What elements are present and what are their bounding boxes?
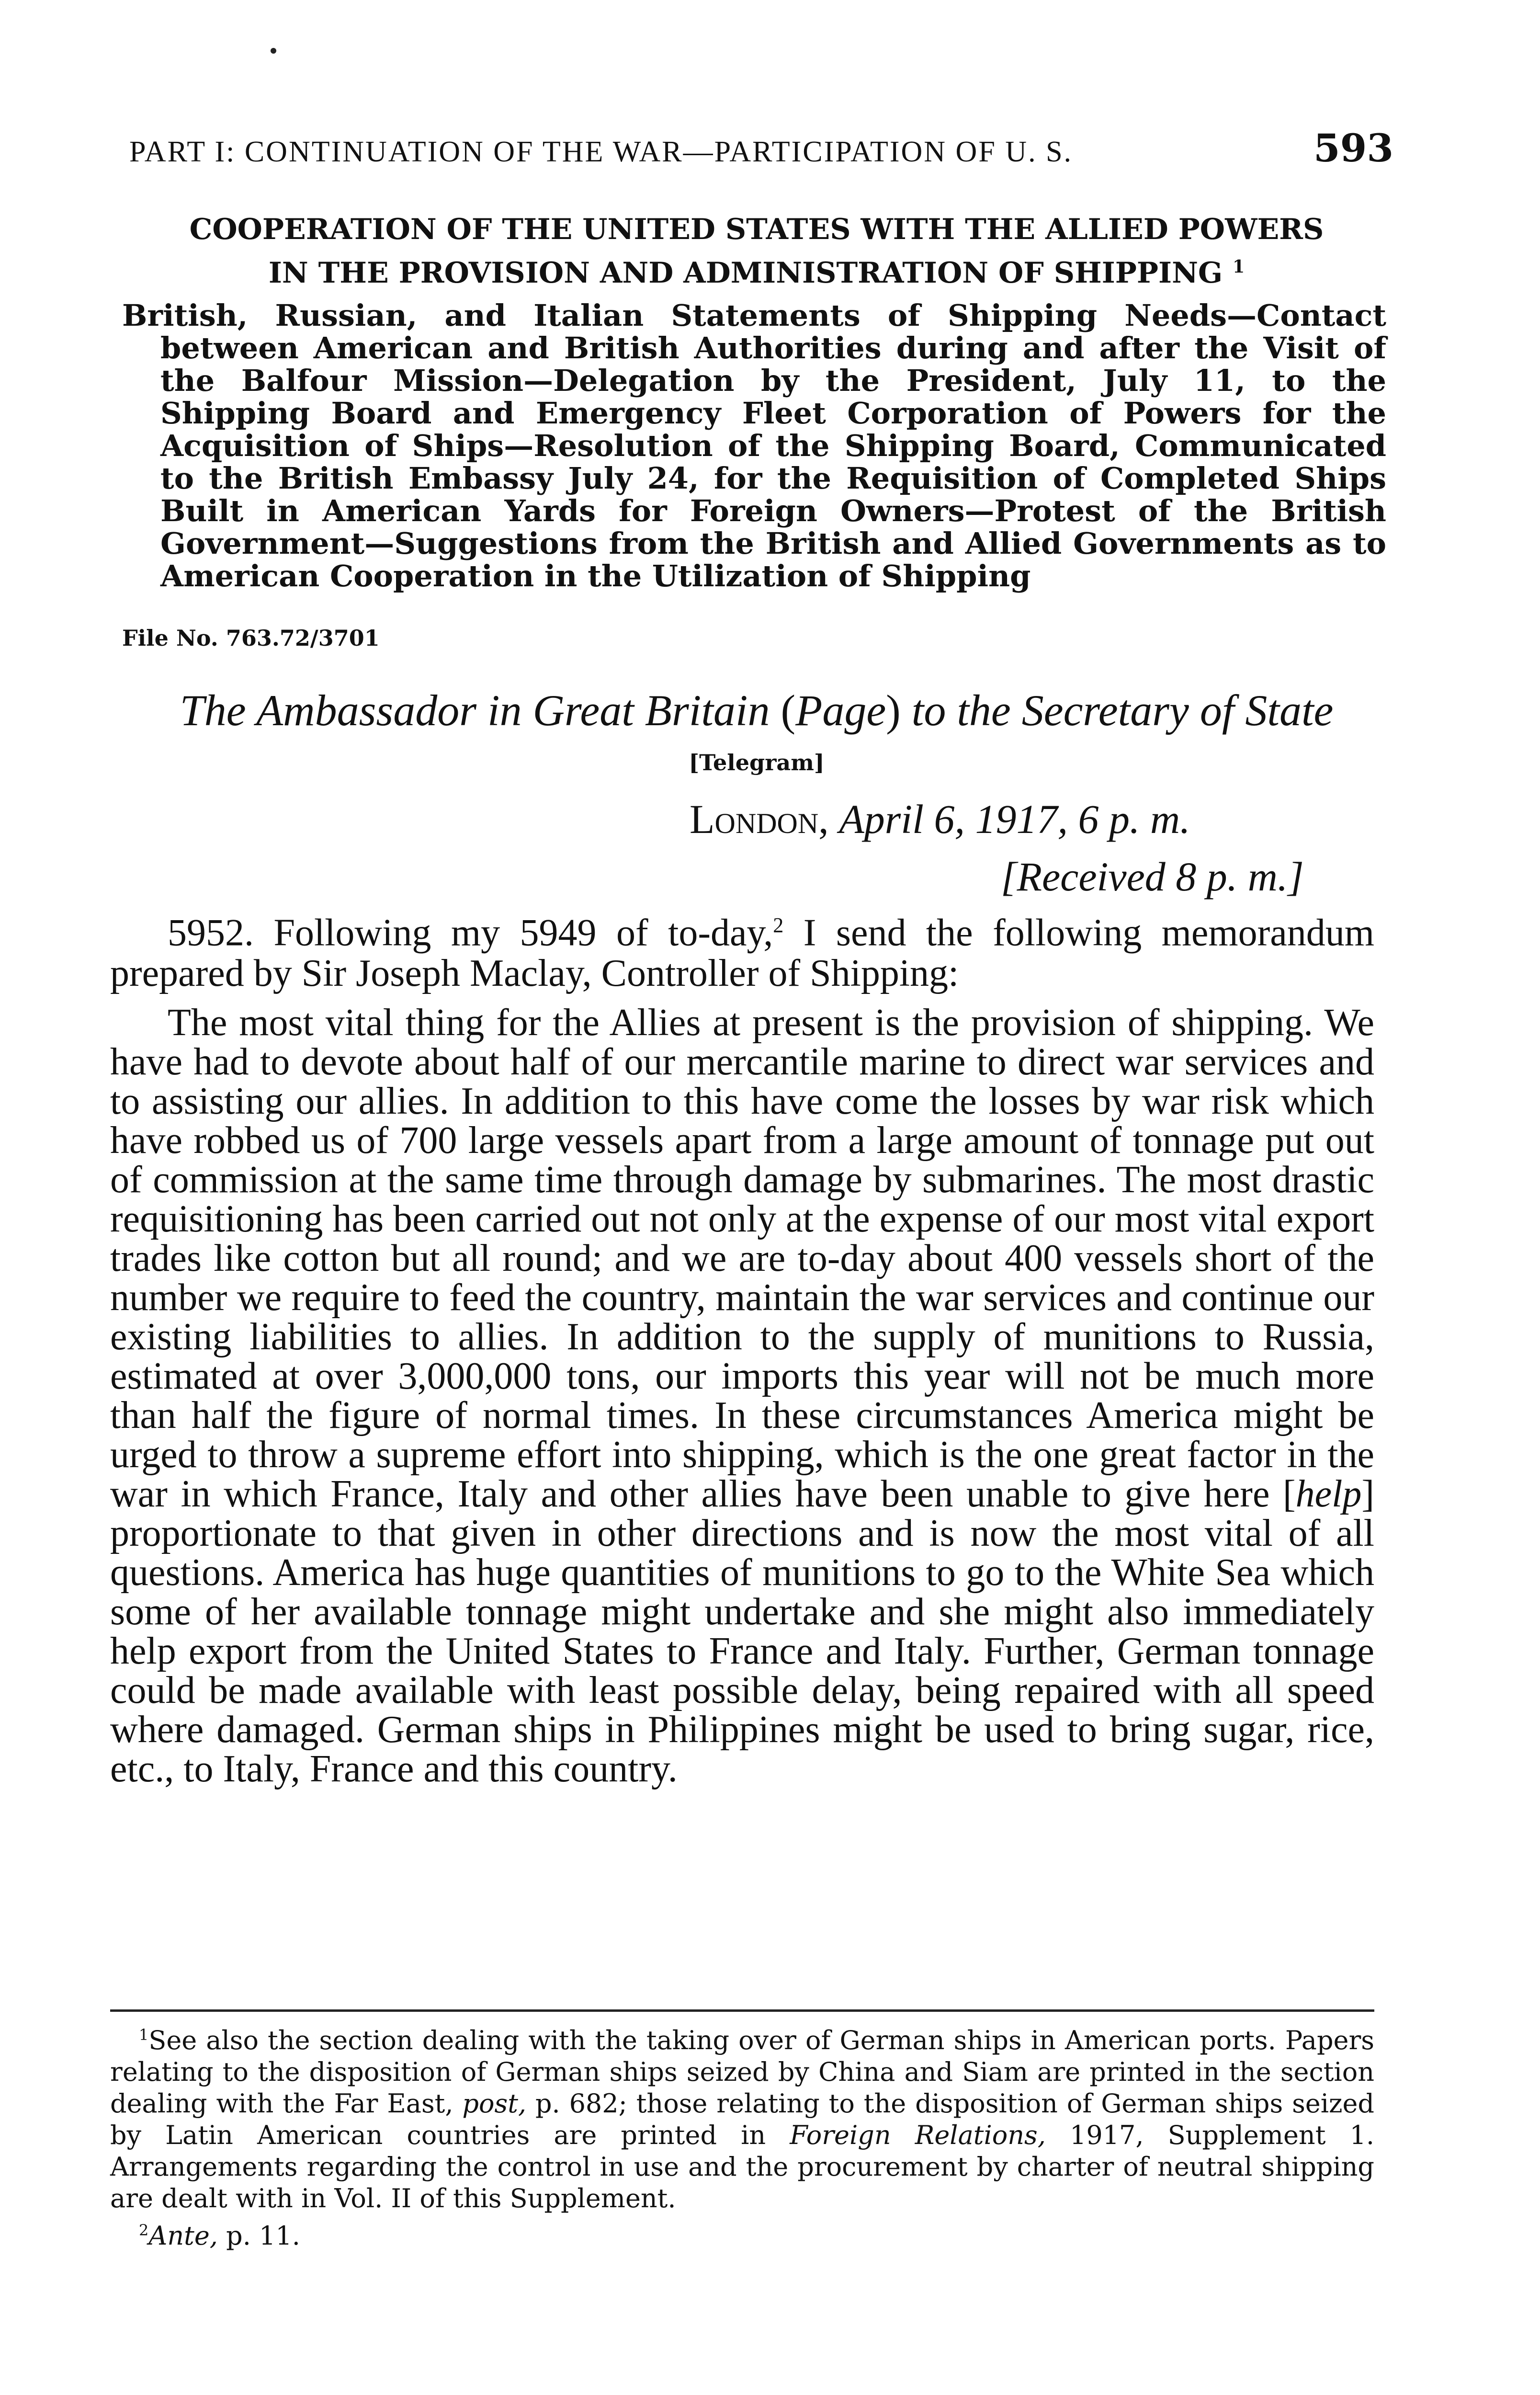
document-title-recipient: to the Secretary of State (911, 686, 1334, 735)
document-type: [Telegram] (689, 750, 825, 776)
dateline (690, 795, 1190, 843)
running-head (129, 125, 1393, 171)
page-number: 593 (1314, 125, 1393, 171)
telegram-body (110, 905, 1374, 1789)
footnote-1: $^1$See also the section dealing with the taking over of German ships in American ports. Papers relating to the disposition of German ships seized by China and Siam are printed in the section dealing with the Far East, post, p. 682; those relating to the disposition of German ships seized by Latin American countries are printed in Foreign Relations, 1917, Supplement 1. Arrangements regarding the control in use and the procurement by charter of neutral shipping are dealt with in Vol. II of this Supplement. (110, 2025, 1375, 2213)
footnotes (110, 2019, 1374, 2252)
intro-paragraph: 5952. Following my 5949 of to-day,$^2$ I send the following memorandum prepared by Sir Joseph Maclay, Controller of Shipping: (110, 912, 1374, 994)
file-number: File No. 763.72/3701 (122, 625, 380, 651)
footnote-ref-1: 1 (1233, 257, 1245, 277)
section-title (120, 211, 1393, 292)
document-title (120, 685, 1393, 736)
dateline-place: London, (690, 796, 829, 842)
section-synopsis (122, 299, 1386, 593)
footnote-2: $^2$Ante, p. 11. (139, 2221, 300, 2251)
dateline-date: April 6, 1917, 6 p. m. (839, 796, 1190, 842)
document-title-name: (Page) (781, 686, 901, 735)
section-title-line1: COOPERATION OF THE UNITED STATES WITH THE ALLIED POWERS (189, 213, 1324, 246)
memorandum-paragraph: The most vital thing for the Allies at present is the provision of shipping. We have had to devote about half of our mercantile marine to direct war services and to assisting our allies. In addition to this have come the losses by war risk which have robbed us of 700 large vessels apart from a large amount of tonnage put out of commission at the same time through damage by submarines. The most drastic requisitioning has been carried out not only at the expense of our most vital export trades like cotton but all round; and we are to-day about 400 vessels short of the number we require to feed the country, maintain the war services and continue our existing liabilities to allies. In addition to the supply of munitions to Russia, estimated at over 3,000,000 tons, our imports this year will not be much more than half the figure of normal times. In these circumstances America might be urged to throw a supreme effort into shipping, which is the one great factor in the war in which France, Italy and other allies have been unable to give here [help] proportionate to that given in other directions and is now the most vital of all questions. America has huge quantities of munitions to go to the White Sea which some of her available tonnage might undertake and she might also immediately help export from the United States to France and Italy. Further, German tonnage could be made available with least possible delay, being repaired with all speed where damaged. German ships in Philippines might be used to bring sugar, rice, etc., to Italy, France and this country. (110, 1001, 1374, 1790)
document-title-sender: The Ambassador in Great Britain (180, 686, 770, 735)
footnote-ref-2: 2 (773, 913, 784, 937)
section-title-line2: IN THE PROVISION AND ADMINISTRATION OF SHIPPING (268, 256, 1223, 290)
running-head-text: PART I: CONTINUATION OF THE WAR—PARTICIPATION OF U. S. (129, 136, 1073, 168)
synopsis-text: British, Russian, and Italian Statements of Shipping Needs—Contact between American and British Authorities during and after the Visit of the Balfour Mission—Delegation by the President, July 11, to the Shipping Board and Emergency Fleet Corporation of Powers for the Acquisition of Ships—Resolution of the Shipping Board, Communicated to the British Embassy July 24, for the Requisition of Completed Ships Built in American Yards for Foreign Owners—Protest of the British Government—Suggestions from the British and Allied Governments as to American Cooperation in the Utilization of Shipping (122, 298, 1386, 593)
received-time: [Received 8 p. m.] (1001, 854, 1304, 900)
stray-mark (271, 48, 276, 54)
footnote-divider (110, 2009, 1374, 2012)
